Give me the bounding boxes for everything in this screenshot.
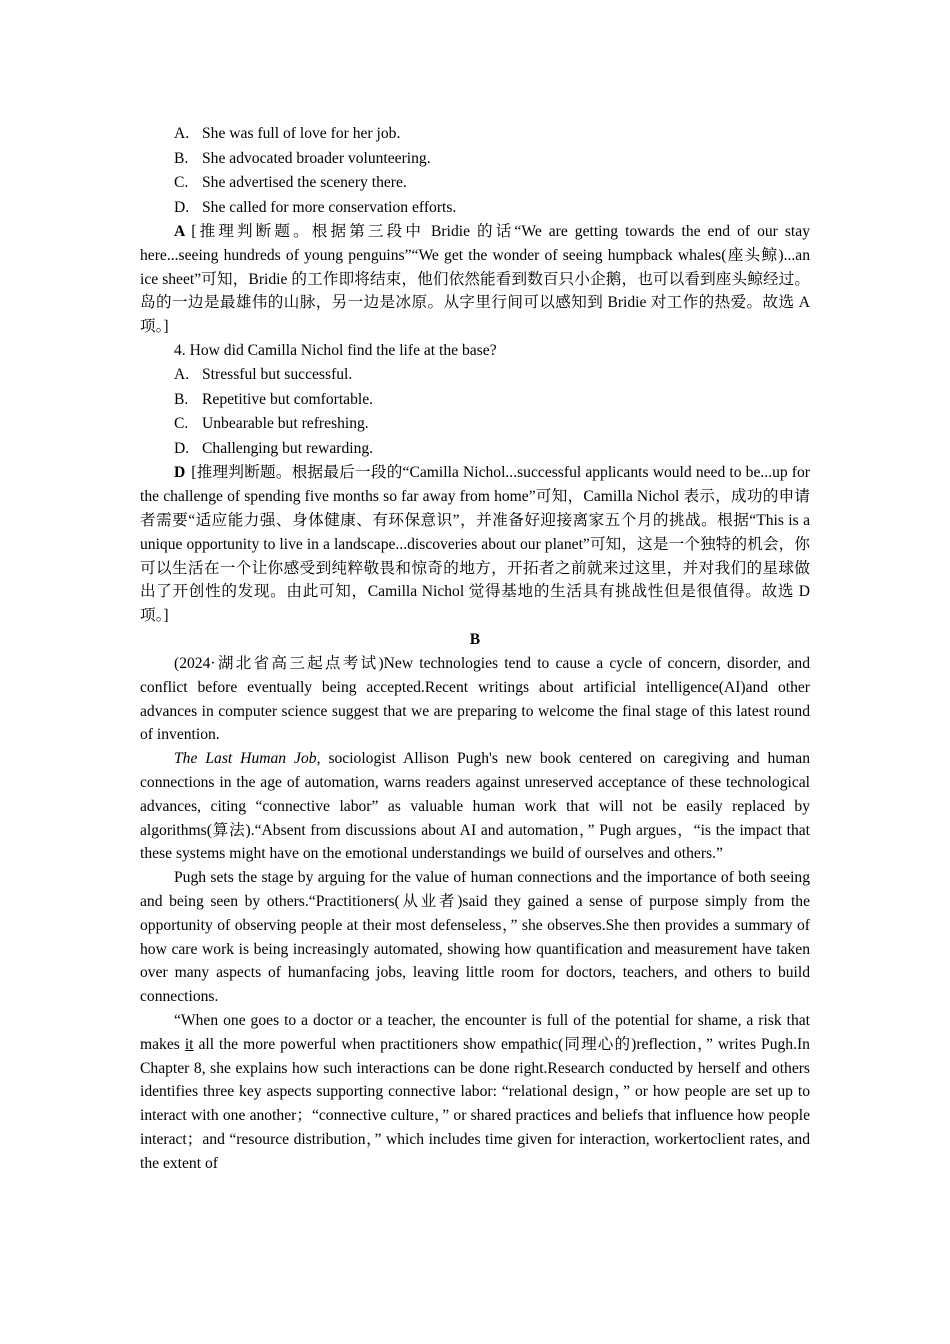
q4-option-a: A. Stressful but successful. [174,366,353,384]
passage-paragraph-2: The Last Human Job, sociologist Allison Pugh's new book centered on caregiving and human connections in the age of automation, warns readers against unreserved acceptance of these technological advances, citing “connective labor” as valuable human work that will not be easily replaced by algorithms(算法).“Absent from discussions about AI and automation，” Pugh argues，“is the impact that these systems might have on the emotional understandings we build of ourselves and others.” [140,750,810,863]
q3-answer-key: A [174,223,186,240]
passage-paragraph-4: “When one goes to a doctor or a teacher, the encounter is full of the potential for shame, a risk that makes it all the more powerful when practitioners show empathic(同理心的)reflection，” writes Pugh.In Chapter 8, she explains how such interactions can be done right.Research conducted by herself and others identifies three key aspects supporting connective labor: “relational design，” or how people are set up to interact with one another；“connective culture，” or shared practices and beliefs that influence how people interact；and “resource distribution，” which includes time given for interaction, workertoclient rates, and the extent of [140,1012,810,1172]
passage-paragraph-3: Pugh sets the stage by arguing for the value of human connections and the importance of both seeing and being seen by others.“Practitioners(从业者)said they gained a sense of purpose simply from the opportunity of observing people at their most defenseless，” she observes.She then provides a summary of how care work is being increasingly automated, showing how quantification and measurement have taken over many aspects of humanfacing jobs, leaving little room for doctors, teachers, and others to build connections. [140,869,810,1006]
document-page [140,122,810,1176]
q3-options [140,122,810,220]
q4-option-d: D. Challenging but rewarding. [174,439,374,457]
q3-option-d: D. She called for more conservation efforts. [174,198,457,216]
q4-answer-explanation: D [推理判断题。根据最后一段的“Camilla Nichol...successful applicants would need to be...up for the challenge of spending five months so far away from home”可知，Camilla Nichol 表示，成功的申请者需要“适应能力强、身体健康、有环保意识”，并准备好迎接离家五个月的挑战。根据“This is a unique opportunity to live in a landscape...discoveries about our planet”可知，这是一个独特的机会，你可以生活在一个让你感受到纯粹敬畏和惊奇的地方，开拓者之前就来过这里，并对我们的星球做出了开创性的发现。由此可知，Camilla Nichol 觉得基地的生活具有挑战性但是很值得。故选 D 项。] [140,464,810,625]
underlined-word: it [184,1035,194,1053]
q4-option-b: B. Repetitive but comfortable. [174,390,374,408]
q3-option-b: B. She advocated broader volunteering. [174,149,431,167]
q4-stem: 4. How did Camilla Nichol find the life at the base? [174,341,497,359]
q3-option-a: A. She was full of love for her job. [174,125,401,142]
q3-answer-explanation: A [推理判断题。根据第三段中 Bridie 的话“We are getting towards the end of our stay here...seeing hundreds of young penguins”“We get the wonder of seeing humpback whales(座头鲸)...an ice sheet”可知，Bridie 的工作即将结束，他们依然能看到数百只小企鹅，也可以看到座头鲸经过。岛的一边是最雄伟的山脉，另一边是冰原。从字里行间可以感知到 Bridie 对工作的热爱。故选 A 项。] [140,223,810,336]
q4-option-c: C. Unbearable but refreshing. [174,415,369,433]
section-heading: B [469,631,481,649]
book-title: The Last Human Job [174,750,317,768]
q4-answer-key: D [174,464,186,482]
q4-options [140,363,810,461]
q3-option-c: C. She advertised the scenery there. [174,174,407,191]
passage-paragraph-1: (2024·湖北省高三起点考试)New technologies tend to cause a cycle of concern, disorder, and conflict before eventually being accepted.Recent writings about artificial intelligence(AI)and other advances in computer science suggest that we are preparing to welcome the final stage of this latest round of invention. [140,655,810,744]
